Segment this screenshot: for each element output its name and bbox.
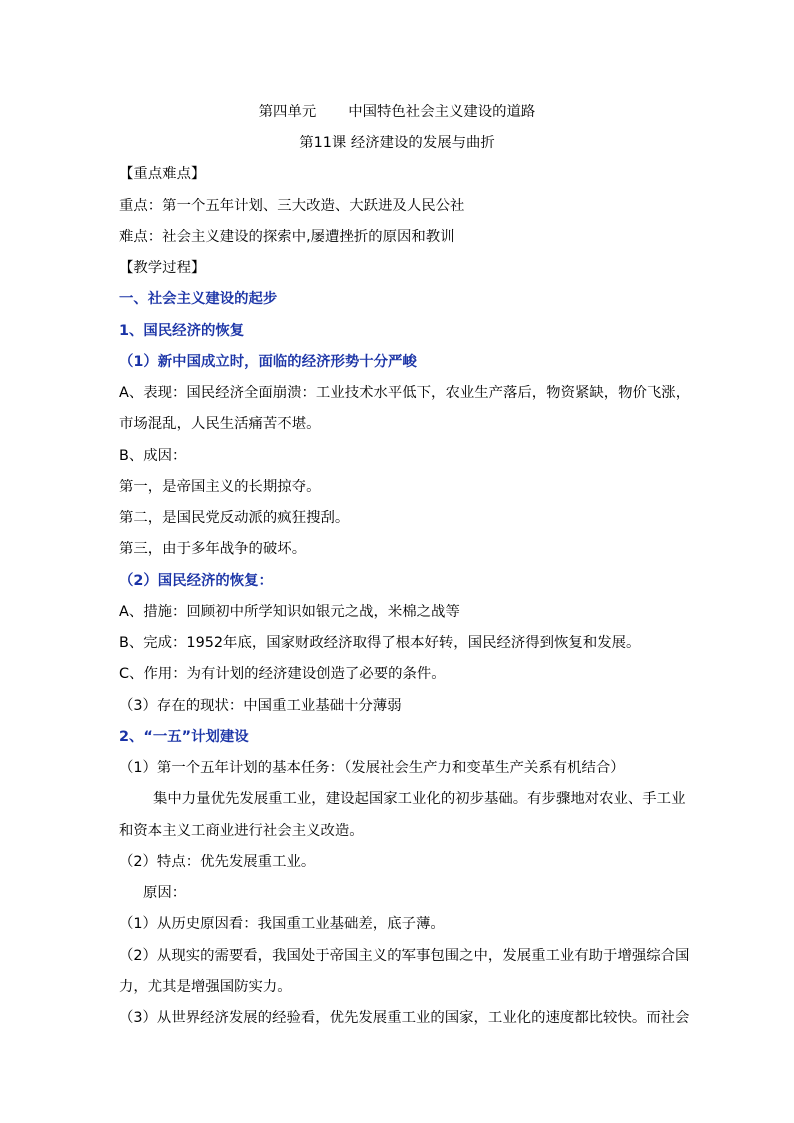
heading-level-2: 2、“一五”计划建设 xyxy=(119,729,249,745)
paragraph-line: （3）从世界经济发展的经验看，优先发展重工业的国家，工业化的速度都比较快。而社会 xyxy=(119,1010,690,1026)
paragraph-line: B、成因： xyxy=(119,448,187,464)
paragraph-line: （1）第一个五年计划的基本任务：（发展社会生产力和变革生产关系有机结合） xyxy=(119,760,625,776)
heading-level-2: 1、国民经济的恢复 xyxy=(119,323,245,339)
paragraph-line: A、表现：国民经济全面崩溃：工业技术水平低下，农业生产落后，物资紧缺，物价飞涨， xyxy=(119,385,691,401)
paragraph-line: 市场混乱，人民生活痛苦不堪。 xyxy=(119,416,321,432)
paragraph-line: 第二，是国民党反动派的疯狂搜刮。 xyxy=(119,510,350,526)
paragraph-line: C、作用：为有计划的经济建设创造了必要的条件。 xyxy=(119,666,446,682)
unit-title xyxy=(0,102,794,122)
paragraph-line: 和资本主义工商业进行社会主义改造。 xyxy=(119,823,364,839)
unit-name: 中国特色社会主义建设的道路 xyxy=(348,104,536,120)
lesson-title: 第11课 经济建设的发展与曲折 xyxy=(299,135,495,151)
section-heading-teaching-process: 【教学过程】 xyxy=(119,260,206,276)
paragraph-line: （2）从现实的需要看，我国处于帝国主义的军事包围之中，发展重工业有助于增强综合国 xyxy=(119,948,690,964)
paragraph-line-indented: 原因： xyxy=(143,885,187,901)
paragraph-line-indented: 集中力量优先发展重工业，建设起国家工业化的初步基础。有步骤地对农业、手工业 xyxy=(153,791,686,807)
paragraph-line: （2）特点：优先发展重工业。 xyxy=(119,854,316,870)
paragraph-line: 第三，由于多年战争的破坏。 xyxy=(119,541,307,557)
difficult-points-line: 难点：社会主义建设的探索中,屡遭挫折的原因和教训 xyxy=(119,229,455,245)
paragraph-line: 力，尤其是增强国防实力。 xyxy=(119,979,292,995)
paragraph-line: 第一，是帝国主义的长期掠夺。 xyxy=(119,479,321,495)
paragraph-line: B、完成：1952年底，国家财政经济取得了根本好转，国民经济得到恢复和发展。 xyxy=(119,635,641,651)
heading-level-3: （2）国民经济的恢复： xyxy=(119,573,273,589)
heading-level-3: （1）新中国成立时，面临的经济形势十分严峻 xyxy=(119,354,417,370)
unit-number: 第四单元 xyxy=(258,104,317,120)
paragraph-line: A、措施：回顾初中所学知识如银元之战，米棉之战等 xyxy=(119,604,460,620)
heading-level-1: 一、社会主义建设的起步 xyxy=(119,291,278,307)
paragraph-line: （1）从历史原因看：我国重工业基础差，底子薄。 xyxy=(119,916,445,932)
paragraph-line: （3）存在的现状：中国重工业基础十分薄弱 xyxy=(119,698,402,714)
key-points-line: 重点：第一个五年计划、三大改造、大跃进及人民公社 xyxy=(119,198,465,214)
section-heading-key-points: 【重点难点】 xyxy=(119,166,206,182)
